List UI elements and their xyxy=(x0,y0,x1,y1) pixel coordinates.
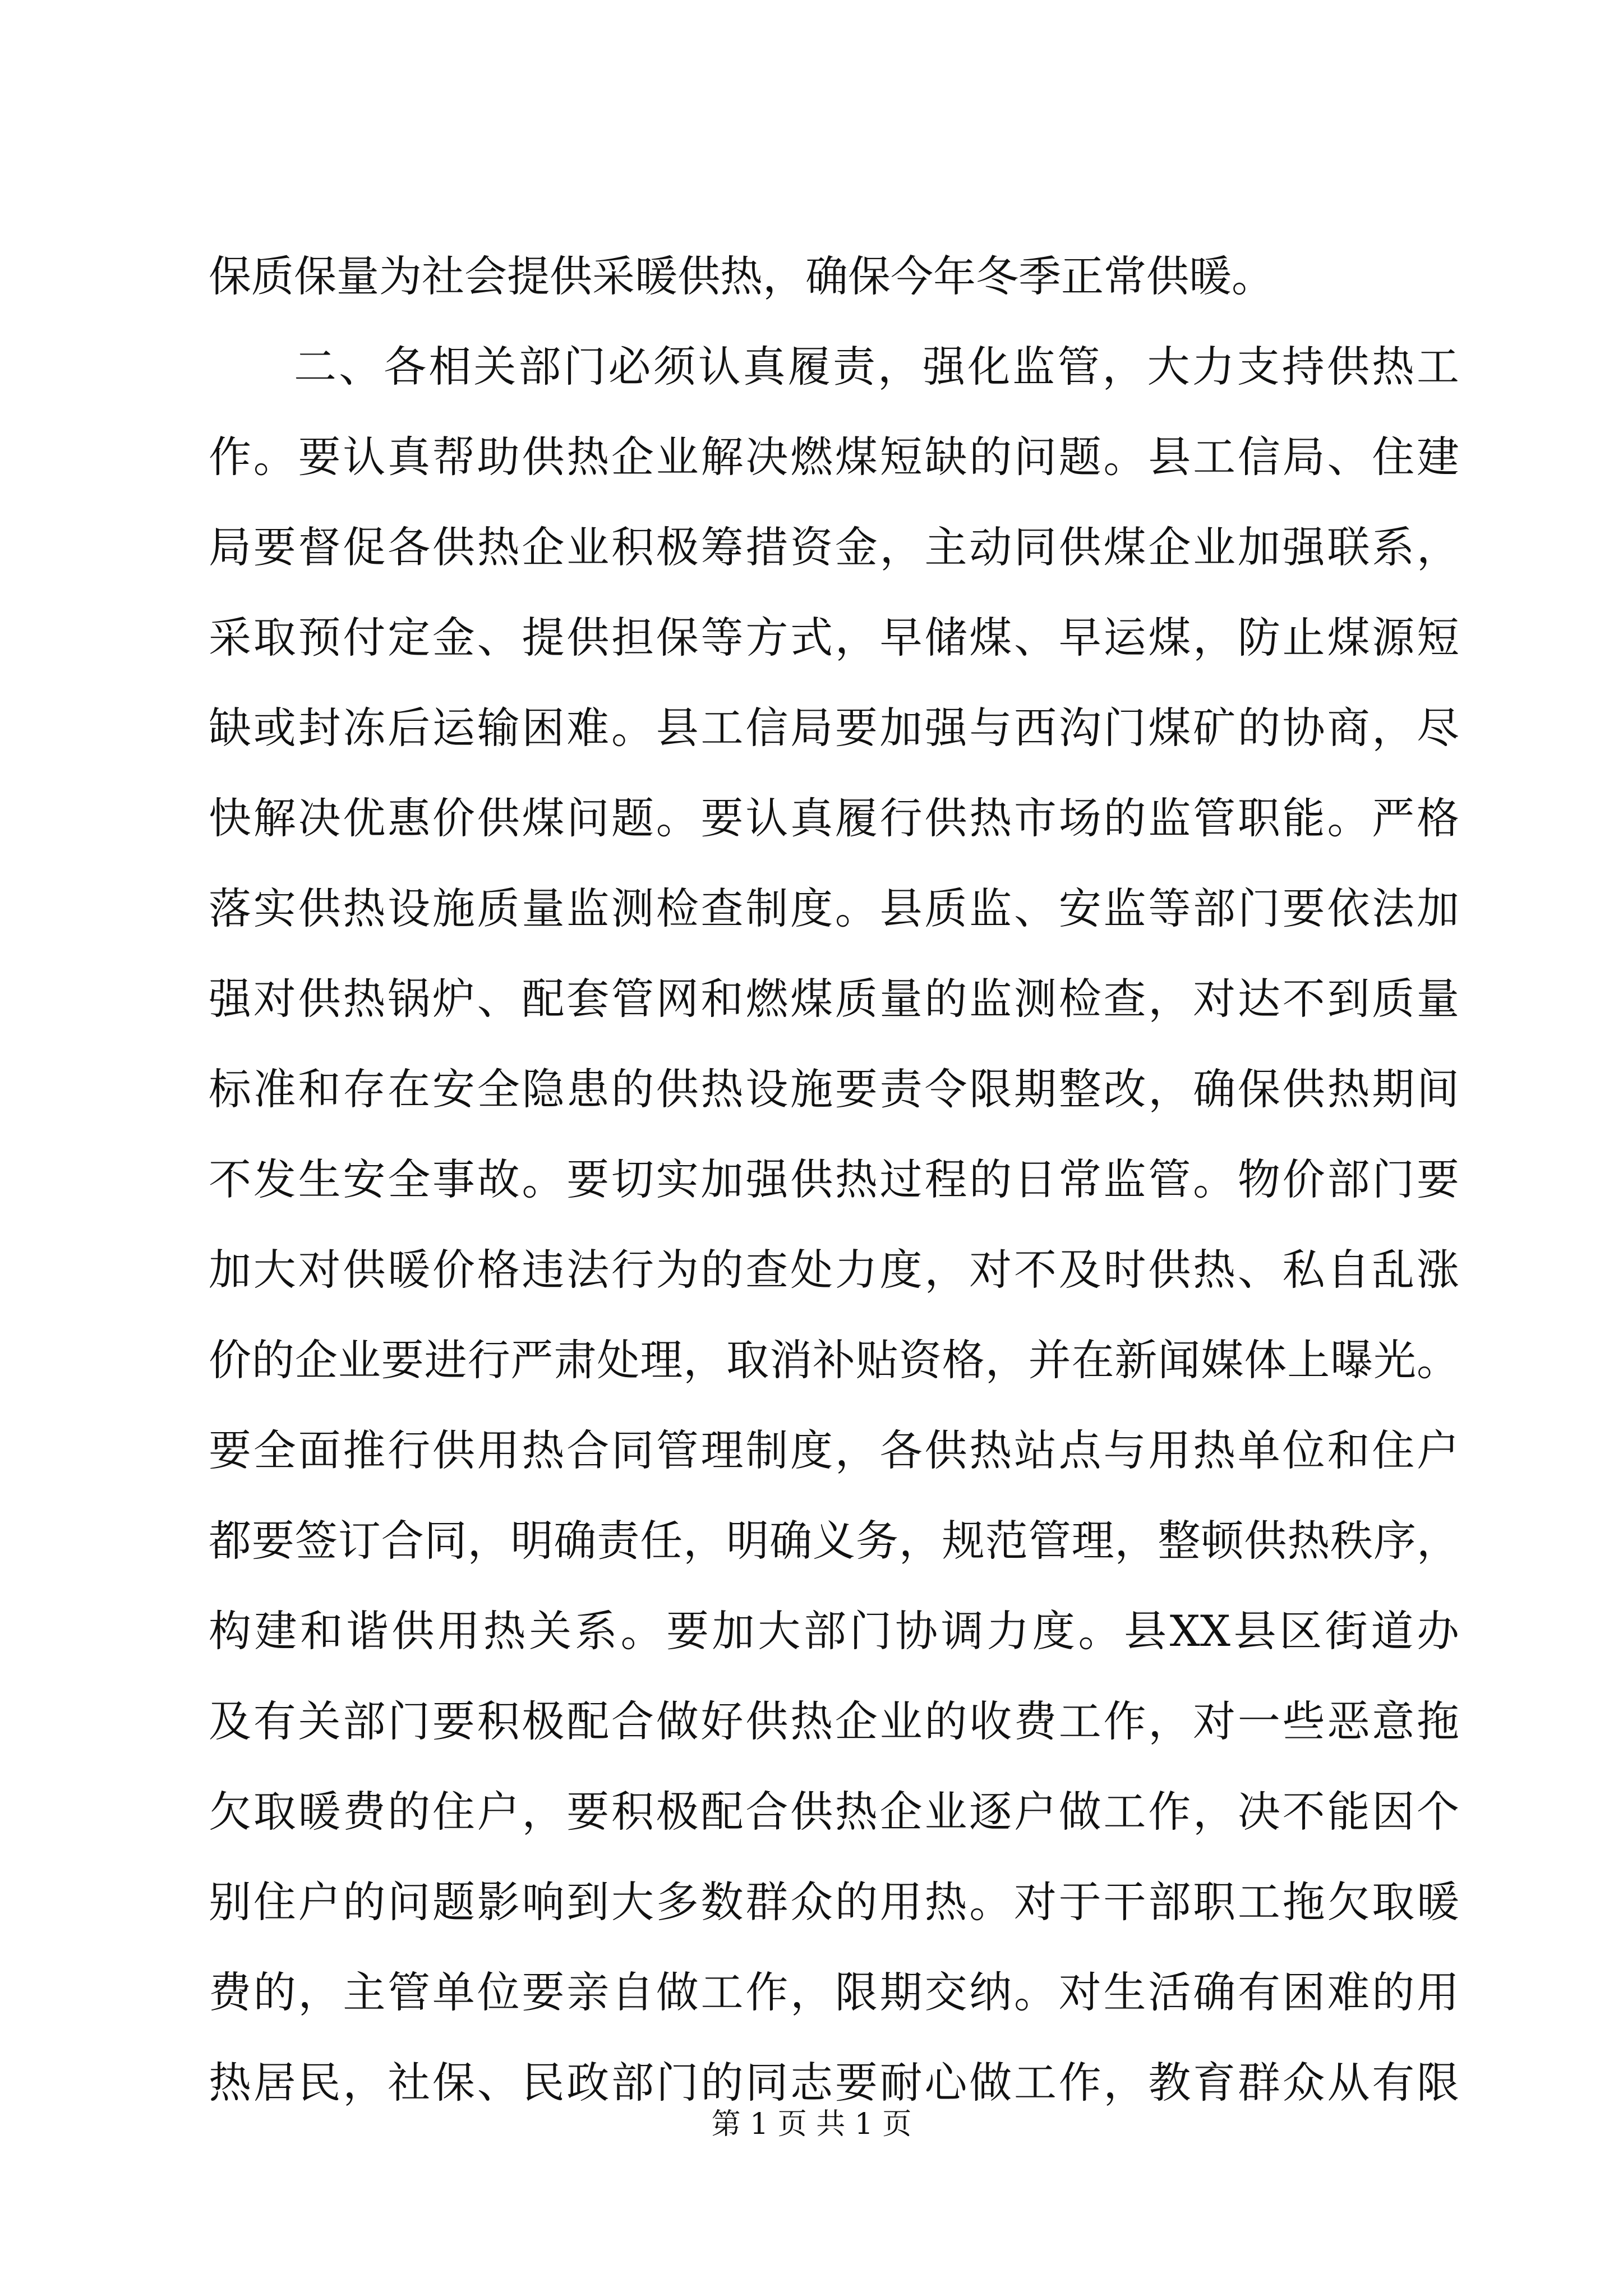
text-line: 强对供热锅炉、配套管网和燃煤质量的监测检查，对达不到质量 xyxy=(209,974,1459,1024)
text-line: 二、各相关部门必须认真履责，强化监管，大力支持供热工 xyxy=(294,342,1459,392)
body-text xyxy=(209,231,1459,2128)
text-line: 保质保量为社会提供采暖供热，确保今年冬季正常供暖。 xyxy=(209,251,1274,301)
text-line: 缺或封冻后运输困难。县工信局要加强与西沟门煤矿的协商，尽 xyxy=(209,703,1459,753)
page-footer xyxy=(0,2105,1623,2144)
text-line: 欠取暖费的住户，要积极配合供热企业逐户做工作，决不能因个 xyxy=(209,1787,1459,1837)
text-line: 价的企业要进行严肃处理，取消补贴资格，并在新闻媒体上曝光。 xyxy=(209,1335,1459,1385)
text-line: 构建和谐供用热关系。要加大部门协调力度。县XX县区街道办 xyxy=(209,1606,1459,1656)
text-line: 别住户的问题影响到大多数群众的用热。对于干部职工拖欠取暖 xyxy=(209,1877,1459,1927)
text-line: 加大对供暖价格违法行为的查处力度，对不及时供热、私自乱涨 xyxy=(209,1245,1459,1295)
text-line: 局要督促各供热企业积极筹措资金，主动同供煤企业加强联系， xyxy=(209,522,1459,572)
text-line: 热居民，社保、民政部门的同志要耐心做工作，教育群众从有限 xyxy=(209,2058,1459,2108)
text-line: 费的，主管单位要亲自做工作，限期交纳。对生活确有困难的用 xyxy=(209,1967,1459,2017)
text-line: 及有关部门要积极配合做好供热企业的收费工作，对一些恶意拖 xyxy=(209,1696,1459,1746)
text-line: 采取预付定金、提供担保等方式，早储煤、早运煤，防止煤源短 xyxy=(209,613,1459,662)
text-line: 落实供热设施质量监测检查制度。县质监、安监等部门要依法加 xyxy=(209,884,1459,933)
page-number: 第 1 页 共 1 页 xyxy=(711,2108,912,2141)
text-line: 不发生安全事故。要切实加强供热过程的日常监管。物价部门要 xyxy=(209,1154,1459,1204)
text-line: 标准和存在安全隐患的供热设施要责令限期整改，确保供热期间 xyxy=(209,1064,1459,1114)
text-line: 要全面推行供用热合同管理制度，各供热站点与用热单位和住户 xyxy=(209,1425,1459,1475)
text-line: 作。要认真帮助供热企业解决燃煤短缺的问题。县工信局、住建 xyxy=(209,432,1459,482)
text-line: 快解决优惠价供煤问题。要认真履行供热市场的监管职能。严格 xyxy=(209,793,1459,843)
text-line: 都要签订合同，明确责任，明确义务，规范管理，整顿供热秩序， xyxy=(209,1516,1459,1566)
